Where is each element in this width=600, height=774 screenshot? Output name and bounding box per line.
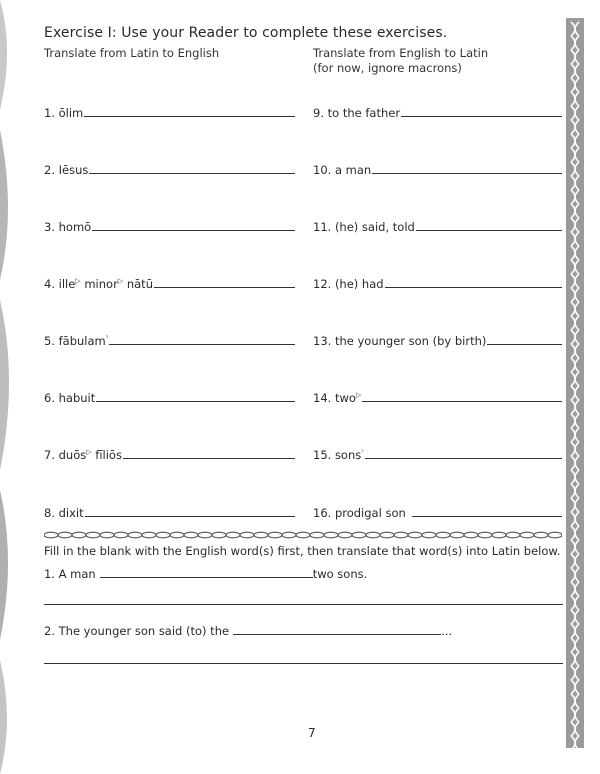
english-item-13: 13. the younger son (by birth) <box>313 332 562 348</box>
latin-answer-line-2[interactable] <box>44 663 563 664</box>
chain-divider <box>44 531 562 539</box>
english-item-9: 9. to the father <box>313 104 562 120</box>
answer-line[interactable] <box>89 173 295 174</box>
latin-item-3: 3. homō <box>44 218 295 234</box>
fill-sentence-1: 1. A man two sons. <box>44 567 368 581</box>
answer-line[interactable] <box>85 516 295 517</box>
rope-border <box>566 18 584 748</box>
fill-blank[interactable] <box>100 577 313 578</box>
answer-line[interactable] <box>412 516 562 517</box>
answer-line[interactable] <box>372 173 562 174</box>
spiral-binding <box>0 0 22 774</box>
english-item-14: 14. two▷ <box>313 389 562 405</box>
answer-line[interactable] <box>123 458 295 459</box>
right-column-heading <box>313 46 488 76</box>
page-number: 7 <box>308 726 316 740</box>
triangle-marker-icon: ▷ <box>355 391 362 400</box>
left-column-heading: Translate from Latin to English <box>44 46 220 60</box>
english-item-10: 10. a man <box>313 161 562 177</box>
answer-line[interactable] <box>84 116 295 117</box>
answer-line[interactable] <box>401 116 562 117</box>
latin-answer-line-1[interactable] <box>44 604 563 605</box>
square-marker-icon: ᵓ <box>105 334 109 343</box>
english-item-15: 15. sons$^ᵓ$ <box>313 446 562 462</box>
english-item-12: 12. (he) had <box>313 275 562 291</box>
answer-line[interactable] <box>416 230 562 231</box>
answer-line[interactable] <box>154 287 295 288</box>
right-heading-line1: Translate from English to Latin <box>313 46 489 60</box>
latin-item-8: 8. dixit <box>44 504 295 520</box>
english-item-16: 16. prodigal son <box>313 504 562 520</box>
latin-item-1: 1. ōlim <box>44 104 295 120</box>
answer-line[interactable] <box>109 344 295 345</box>
square-marker-icon: ᵓ <box>361 448 364 457</box>
latin-item-5: 5. fābulam$^ᵓ$ <box>44 332 295 348</box>
answer-line[interactable] <box>92 230 295 231</box>
english-item-11: 11. (he) said, told <box>313 218 562 234</box>
answer-line[interactable] <box>362 401 562 402</box>
latin-item-4: 4. ille▷ minor▷ nātū <box>44 275 295 291</box>
latin-item-2: 2. Iēsus <box>44 161 295 177</box>
triangle-marker-icon: ▷ <box>117 277 124 286</box>
exercise-title: Exercise I: Use your Reader to complete these exercises. <box>44 25 448 41</box>
latin-item-6: 6. habuit <box>44 389 295 405</box>
fill-sentence-2: 2. The younger son said (to) the ... <box>44 624 453 638</box>
answer-line[interactable] <box>385 287 562 288</box>
right-heading-line2: (for now, ignore macrons) <box>313 61 462 75</box>
answer-line[interactable] <box>365 458 562 459</box>
fill-blank[interactable] <box>233 634 441 635</box>
latin-item-7: 7. duōs▷ fīliōs <box>44 446 295 462</box>
fill-instructions: Fill in the blank with the English word(s) first, then translate that word(s) into Latin below. <box>44 544 561 558</box>
answer-line[interactable] <box>487 344 562 345</box>
triangle-marker-icon: ▷ <box>86 448 92 457</box>
answer-line[interactable] <box>96 401 295 402</box>
triangle-marker-icon: ▷ <box>75 277 81 286</box>
